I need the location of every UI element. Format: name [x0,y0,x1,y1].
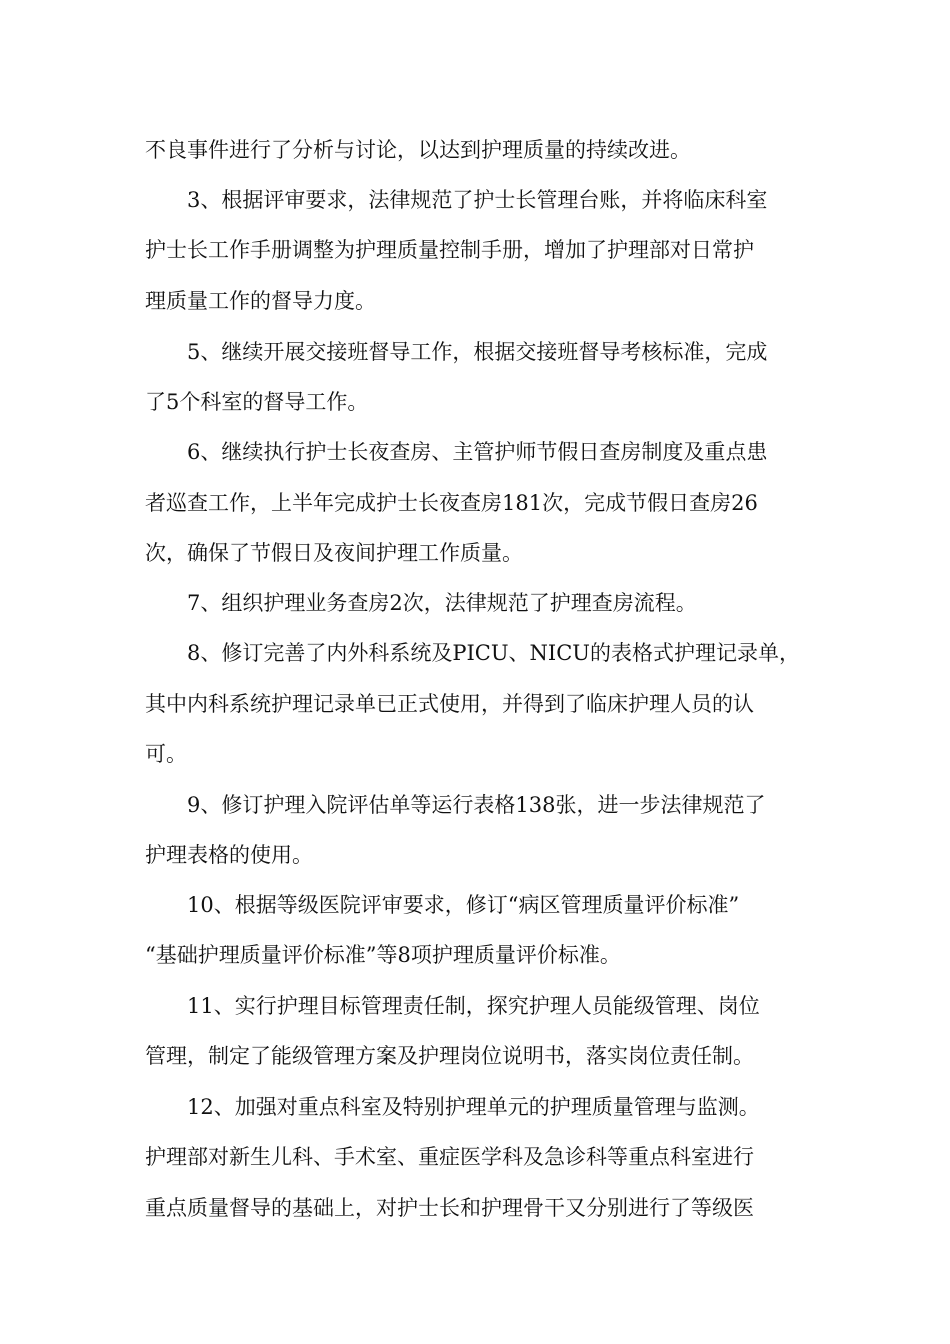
body-text-line: 者巡查工作，上半年完成护士长夜查房181次，完成节假日查房26 [145,491,758,515]
body-text-line: “基础护理质量评价标准”等8项护理质量评价标准。 [145,943,621,967]
body-text-line: 管理，制定了能级管理方案及护理岗位说明书，落实岗位责任制。 [145,1044,754,1068]
body-text-line: 11、实行护理目标管理责任制，探究护理人员能级管理、岗位 [187,994,760,1018]
body-text-line: 12、加强对重点科室及特别护理单元的护理质量管理与监测。 [187,1095,760,1119]
body-text-line: 重点质量督导的基础上，对护士长和护理骨干又分别进行了等级医 [145,1196,754,1220]
body-text-line: 了5个科室的督导工作。 [145,390,369,414]
body-text-line: 6、继续执行护士长夜查房、主管护师节假日查房制度及重点患 [187,440,768,464]
body-text-line: 不良事件进行了分析与讨论，以达到护理质量的持续改进。 [145,138,691,162]
body-text-line: 8、修订完善了内外科系统及PICU、NICU的表格式护理记录单， [187,641,800,665]
body-text-line: 7、组织护理业务查房2次，法律规范了护理查房流程。 [187,591,697,615]
body-text-line: 理质量工作的督导力度。 [145,289,376,313]
body-text-line: 3、根据评审要求，法律规范了护士长管理台账，并将临床科室 [187,188,768,212]
body-text-line: 可。 [145,742,187,766]
body-text-line: 次，确保了节假日及夜间护理工作质量。 [145,541,523,565]
body-text-line: 护理部对新生儿科、手术室、重症医学科及急诊科等重点科室进行 [145,1145,754,1169]
body-text-line: 9、修订护理入院评估单等运行表格138张，进一步法律规范了 [187,793,766,817]
body-text-line: 护士长工作手册调整为护理质量控制手册，增加了护理部对日常护 [145,238,754,262]
body-text-line: 5、继续开展交接班督导工作，根据交接班督导考核标准，完成 [187,340,768,364]
body-text-line: 其中内科系统护理记录单已正式使用，并得到了临床护理人员的认 [145,692,754,716]
body-text-line: 10、根据等级医院评审要求，修订“病区管理质量评价标准” [187,893,740,917]
body-text-line: 护理表格的使用。 [145,843,313,867]
